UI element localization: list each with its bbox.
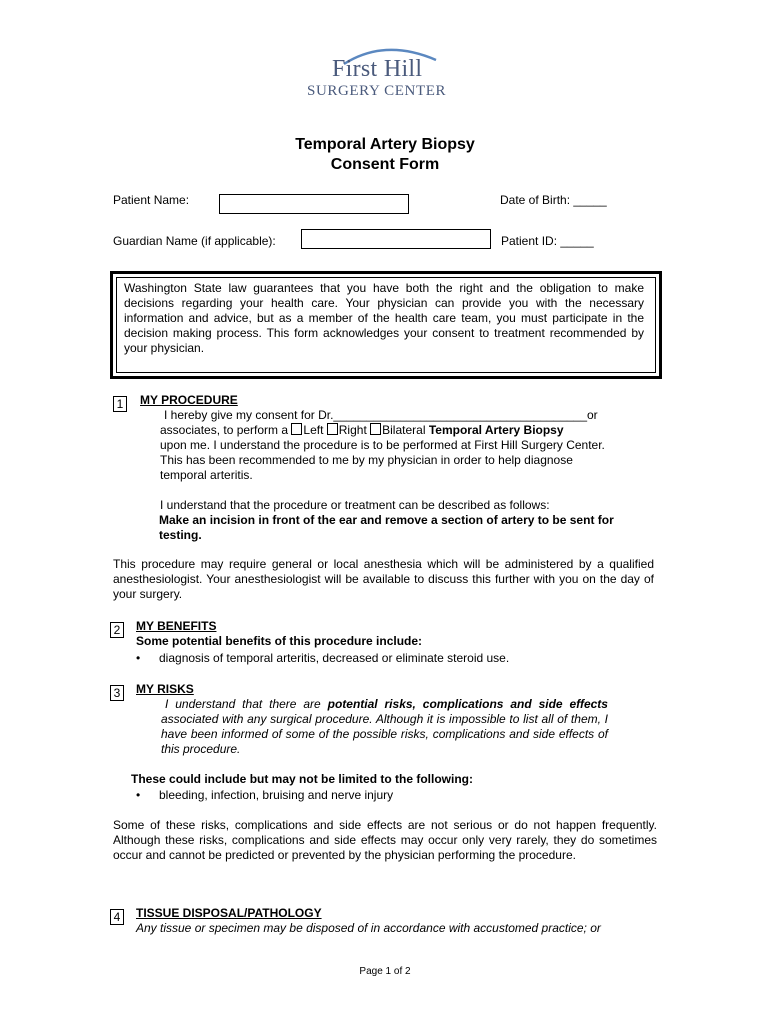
section-3-number: 3 [110, 685, 124, 701]
section-2-heading: MY BENEFITS [136, 619, 217, 633]
describe-intro: I understand that the procedure or treatment can be described as follows: [160, 498, 550, 512]
guardian-name-field[interactable] [301, 229, 491, 249]
patient-name-field[interactable] [219, 194, 409, 214]
section-4-number: 4 [110, 909, 124, 925]
risks-list-heading: These could include but may not be limited to the following: [131, 772, 474, 786]
bilateral-option-label: Bilateral [382, 423, 426, 437]
title-line1: Temporal Artery Biopsy [295, 136, 475, 153]
logo-sub-text: SURGERY CENTER [307, 83, 447, 99]
risks-paragraph: Some of these risks, complications and side effects are not serious or do not happen frequently. Although these risks, complications and side effects may occur only very rarely, they do sometimes occur and cannot be predicted or prevented by the physician performing the procedure. [113, 818, 657, 862]
bilateral-checkbox[interactable] [370, 423, 381, 435]
perform-line [160, 423, 620, 438]
dob-label: Date of Birth: _____ [500, 193, 607, 207]
section-4-heading: TISSUE DISPOSAL/PATHOLOGY [136, 906, 322, 920]
risk-bullet-marker: • [136, 788, 141, 802]
benefits-subheading: Some potential benefits of this procedure include: [136, 634, 423, 648]
patient-name-label: Patient Name: [113, 193, 190, 207]
left-checkbox[interactable] [291, 423, 302, 435]
risks-intro-b: potential risks, complications and side effects [327, 697, 608, 711]
guardian-label: Guardian Name (if applicable): [113, 234, 276, 248]
tissue-disposal-text: Any tissue or specimen may be disposed of in accordance with accustomed practice; or [136, 921, 601, 935]
section-3-heading: MY RISKS [136, 682, 194, 696]
section-2-number: 2 [110, 622, 124, 638]
title-line2: Consent Form [330, 156, 440, 173]
section-1-heading: MY PROCEDURE [140, 393, 238, 407]
benefit-bullet-marker: • [136, 651, 141, 665]
risks-intro-c: associated with any surgical procedure. Although it is impossible to list all of them, I have been informed of some of the possible risks, complications and side effects of this procedure. [161, 712, 608, 756]
section-1-number: 1 [113, 396, 127, 412]
procedure-description: Make an incision in front of the ear and remove a section of artery to be sent for testing. [159, 513, 614, 542]
risks-intro [161, 697, 608, 757]
risk-bullet-1: bleeding, infection, bruising and nerve injury [159, 788, 394, 802]
anesthesia-paragraph: This procedure may require general or local anesthesia which will be administered by a qualified anesthesiologist. Your anesthesiologist will be available to discuss this further with you on the day of your surgery. [113, 557, 654, 601]
notice-text: Washington State law guarantees that you have both the right and the obligation to make decisions regarding your health care. Your physician can provide you with the necessary information and advice, but as a member of the health care team, you must participate in the decision making process. This form acknowledges your consent to treatment recommended by your physician. [124, 281, 644, 355]
logo-main-text: First Hill [332, 56, 423, 82]
left-option-label: Left [303, 423, 324, 437]
right-checkbox[interactable] [327, 423, 338, 435]
consent-line: I hereby give my consent for Dr.______________________________________or [164, 408, 598, 422]
procedure-name: Temporal Artery Biopsy [428, 423, 564, 437]
patient-id-label: Patient ID: _____ [501, 234, 594, 248]
perform-prefix: associates, to perform a [160, 423, 289, 437]
risks-intro-a: I understand that there are [165, 697, 321, 711]
page-number: Page 1 of 2 [359, 966, 411, 977]
perform-rest: upon me. I understand the procedure is to be performed at First Hill Surgery Center. This has been recommended to me by my physician in order to help diagnose temporal arteritis. [160, 438, 605, 482]
benefit-bullet-1: diagnosis of temporal arteritis, decreased or eliminate steroid use. [159, 651, 510, 665]
right-option-label: Right [338, 423, 367, 437]
